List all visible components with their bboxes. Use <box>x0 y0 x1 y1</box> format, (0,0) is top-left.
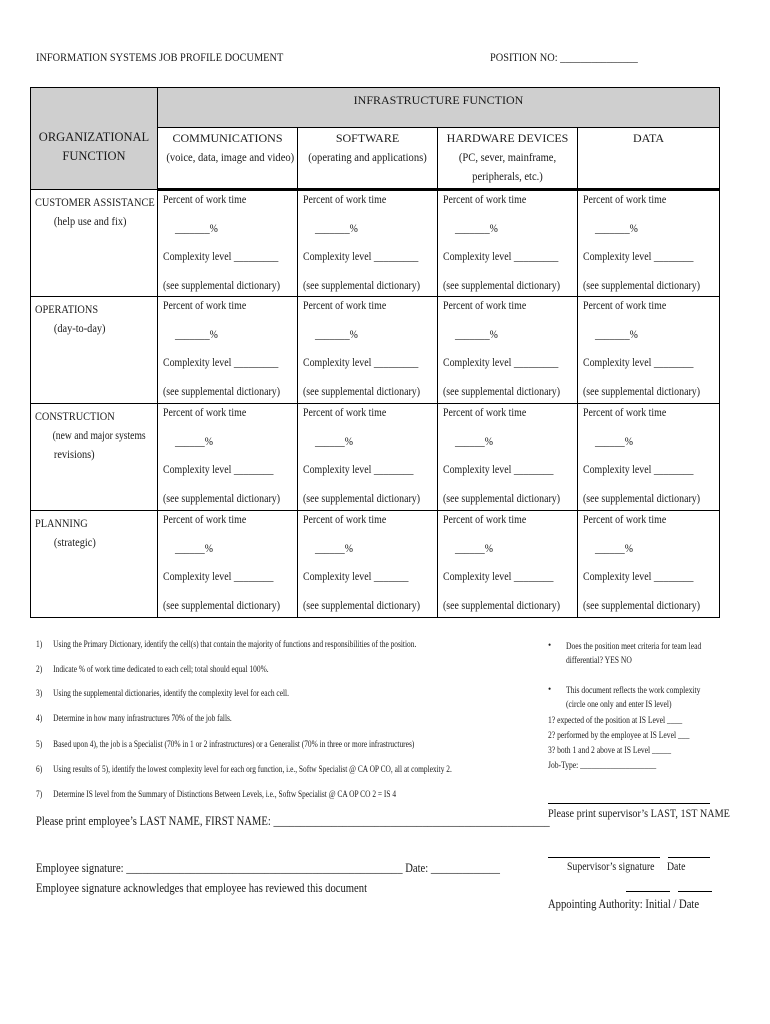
percent-blank[interactable]: _______% <box>455 329 498 341</box>
entry-cell[interactable] <box>298 190 438 297</box>
percent-label: Percent of work time <box>163 407 247 419</box>
percent-blank[interactable]: _______% <box>595 329 638 341</box>
instruction-text: Indicate % of work time dedicated to each cell; total should equal 100%. <box>53 665 269 675</box>
entry-cell[interactable] <box>438 297 578 404</box>
option-expected[interactable]: 1? expected of the position at IS Level ____ <box>548 716 683 726</box>
instruction-number: 2) <box>36 665 43 675</box>
instruction-item <box>36 790 396 800</box>
see-dictionary: (see supplemental dictionary) <box>583 600 701 612</box>
see-dictionary: (see supplemental dictionary) <box>443 386 561 398</box>
percent-blank[interactable]: ______% <box>175 436 213 448</box>
entry-cell[interactable] <box>298 297 438 404</box>
supervisor-date-line[interactable] <box>668 857 710 858</box>
instruction-item <box>36 640 416 650</box>
percent-blank[interactable]: _______% <box>595 223 638 235</box>
row-label: OPERATIONS <box>35 302 99 316</box>
complexity-blank[interactable]: Complexity level ________ <box>443 571 554 583</box>
bullet-icon: • <box>548 684 552 694</box>
column-subtitle: (PC, sever, mainframe, <box>458 150 557 164</box>
percent-label: Percent of work time <box>443 300 527 312</box>
org-heading-line1: ORGANIZATIONAL <box>38 130 150 144</box>
entry-cell[interactable] <box>158 511 298 618</box>
position-number[interactable]: POSITION NO: _______________ <box>490 52 638 64</box>
percent-blank[interactable]: _______% <box>455 223 498 235</box>
option-performed[interactable]: 2? performed by the employee at IS Level ___ <box>548 731 690 741</box>
see-dictionary: (see supplemental dictionary) <box>163 386 281 398</box>
column-subtitle-2: peripherals, etc.) <box>472 169 543 183</box>
instruction-number: 3) <box>36 689 43 699</box>
column-header-data <box>578 128 720 190</box>
instruction-number: 1) <box>36 640 43 650</box>
instruction-number: 7) <box>36 790 43 800</box>
complexity-blank[interactable]: Complexity level ________ <box>583 464 694 476</box>
row-label: PLANNING <box>35 516 88 530</box>
percent-label: Percent of work time <box>163 194 247 206</box>
see-dictionary: (see supplemental dictionary) <box>163 600 281 612</box>
complexity-blank[interactable]: Complexity level ________ <box>163 571 274 583</box>
column-title: HARDWARE DEVICES <box>446 131 569 145</box>
instruction-text: Determine IS level from the Summary of Distinctions Between Levels, i.e., Softw Specialist @ CA OP CO 2 = IS 4 <box>53 790 397 800</box>
see-dictionary: (see supplemental dictionary) <box>583 280 701 292</box>
entry-cell[interactable] <box>438 190 578 297</box>
supervisor-name-label: Please print supervisor’s LAST, 1ST NAME <box>548 806 730 820</box>
see-dictionary: (see supplemental dictionary) <box>163 493 281 505</box>
supervisor-signature-line[interactable] <box>548 857 660 858</box>
employee-name-field[interactable]: Please print employee’s LAST NAME, FIRST NAME: ____________________________________________________ <box>36 814 550 828</box>
row-sublabel: (help use and fix) <box>53 214 127 228</box>
see-dictionary: (see supplemental dictionary) <box>163 280 281 292</box>
row-label-operations <box>31 297 158 404</box>
column-title: COMMUNICATIONS <box>172 131 283 145</box>
option-both[interactable]: 3? both 1 and 2 above at IS Level _____ <box>548 746 672 756</box>
instruction-text: Determine in how many infrastructures 70% of the job falls. <box>53 714 232 724</box>
entry-cell[interactable] <box>438 511 578 618</box>
row-sublabel: (day-to-day) <box>53 321 106 335</box>
column-header-software <box>298 128 438 190</box>
complexity-blank[interactable]: Complexity level _______ <box>303 571 409 583</box>
bullet-icon: • <box>548 640 552 650</box>
percent-blank[interactable]: ______% <box>315 436 353 448</box>
row-sublabel: (new and major systems <box>52 428 146 442</box>
complexity-blank[interactable]: Complexity level ________ <box>583 251 694 263</box>
percent-blank[interactable]: ______% <box>315 543 353 555</box>
percent-label: Percent of work time <box>303 514 387 526</box>
supervisor-name-line[interactable] <box>548 803 710 804</box>
team-lead-question: Does the position meet criteria for team lead <box>566 642 702 652</box>
entry-cell[interactable] <box>578 190 720 297</box>
percent-blank[interactable]: _______% <box>315 223 358 235</box>
complexity-instruction: (circle one only and enter IS level) <box>566 700 672 710</box>
supervisor-date-label: Date <box>667 861 686 873</box>
instruction-text: Using the supplemental dictionaries, identify the complexity level for each cell. <box>53 689 289 699</box>
percent-label: Percent of work time <box>303 407 387 419</box>
instruction-item <box>36 689 289 699</box>
complexity-blank[interactable]: Complexity level _________ <box>303 357 419 369</box>
entry-cell[interactable] <box>158 297 298 404</box>
job-profile-table <box>30 87 720 618</box>
column-title: SOFTWARE <box>335 131 400 145</box>
team-lead-answer[interactable]: differential? YES NO <box>566 656 632 666</box>
org-function-heading <box>31 88 158 190</box>
column-header-communications <box>158 128 298 190</box>
row-label-construction <box>31 404 158 511</box>
see-dictionary: (see supplemental dictionary) <box>443 600 561 612</box>
see-dictionary: (see supplemental dictionary) <box>303 386 421 398</box>
complexity-blank[interactable]: Complexity level _________ <box>443 251 559 263</box>
column-subtitle: (operating and applications) <box>308 150 427 164</box>
percent-blank[interactable]: ______% <box>595 436 633 448</box>
complexity-blank[interactable]: Complexity level _________ <box>163 357 279 369</box>
see-dictionary: (see supplemental dictionary) <box>303 600 421 612</box>
complexity-blank[interactable]: Complexity level ________ <box>583 357 694 369</box>
percent-label: Percent of work time <box>163 514 247 526</box>
appointing-authority-label: Appointing Authority: Initial / Date <box>548 897 700 911</box>
percent-label: Percent of work time <box>583 514 667 526</box>
row-label-customer-assistance <box>31 190 158 297</box>
column-header-hardware <box>438 128 578 190</box>
see-dictionary: (see supplemental dictionary) <box>583 386 701 398</box>
percent-blank[interactable]: ______% <box>595 543 633 555</box>
row-label: CUSTOMER ASSISTANCE <box>35 195 155 209</box>
percent-blank[interactable]: _______% <box>175 329 218 341</box>
entry-cell[interactable] <box>158 404 298 511</box>
complexity-statement: This document reflects the work complexity <box>566 686 701 696</box>
percent-label: Percent of work time <box>163 300 247 312</box>
appointing-date-line[interactable] <box>678 891 712 892</box>
percent-blank[interactable]: ______% <box>175 543 213 555</box>
instruction-text: Based upon 4), the job is a Specialist (70% in 1 or 2 infrastructures) or a Generalist (70% in three or more infrastructures) <box>53 740 415 750</box>
complexity-blank[interactable]: Complexity level ________ <box>583 571 694 583</box>
table-row <box>31 190 720 297</box>
infrastructure-heading: INFRASTRUCTURE FUNCTION <box>158 88 720 128</box>
entry-cell[interactable] <box>578 404 720 511</box>
percent-label: Percent of work time <box>443 407 527 419</box>
table-row <box>31 297 720 404</box>
percent-blank[interactable]: _______% <box>315 329 358 341</box>
percent-label: Percent of work time <box>303 194 387 206</box>
column-subtitle: (voice, data, image and video) <box>166 150 295 164</box>
row-sublabel-2: revisions) <box>53 447 95 461</box>
document-title: INFORMATION SYSTEMS JOB PROFILE DOCUMENT <box>36 52 284 64</box>
complexity-blank[interactable]: Complexity level _________ <box>443 357 559 369</box>
instruction-item <box>36 740 414 750</box>
see-dictionary: (see supplemental dictionary) <box>583 493 701 505</box>
complexity-blank[interactable]: Complexity level _________ <box>163 251 279 263</box>
complexity-blank[interactable]: Complexity level ________ <box>303 464 414 476</box>
instruction-item <box>36 665 269 675</box>
instruction-item <box>36 714 232 724</box>
see-dictionary: (see supplemental dictionary) <box>303 493 421 505</box>
column-title: DATA <box>632 131 665 145</box>
supervisor-signature-label: Supervisor’s signature <box>567 861 655 873</box>
entry-cell[interactable] <box>438 404 578 511</box>
row-sublabel: (strategic) <box>53 535 96 549</box>
employee-signature-field[interactable]: Employee signature: ____________________________________________________ Date: _____________ <box>36 861 500 875</box>
percent-label: Percent of work time <box>443 514 527 526</box>
org-heading-line2: FUNCTION <box>62 149 126 163</box>
percent-label: Percent of work time <box>583 300 667 312</box>
see-dictionary: (see supplemental dictionary) <box>303 280 421 292</box>
instruction-text: Using results of 5), identify the lowest complexity level for each org function, i.e., Softw Specialist @ CA OP CO, all at complexity 2. <box>53 765 452 775</box>
complexity-blank[interactable]: Complexity level ________ <box>163 464 274 476</box>
percent-label: Percent of work time <box>583 407 667 419</box>
percent-blank[interactable]: ______% <box>455 543 493 555</box>
percent-label: Percent of work time <box>583 194 667 206</box>
table-row <box>31 511 720 618</box>
instruction-number: 5) <box>36 740 43 750</box>
row-label: CONSTRUCTION <box>35 409 115 423</box>
complexity-blank[interactable]: Complexity level _________ <box>303 251 419 263</box>
see-dictionary: (see supplemental dictionary) <box>443 493 561 505</box>
see-dictionary: (see supplemental dictionary) <box>443 280 561 292</box>
entry-cell[interactable] <box>578 297 720 404</box>
instruction-text: Using the Primary Dictionary, identify the cell(s) that contain the majority of functions and responsibilities of the position. <box>53 640 417 650</box>
percent-label: Percent of work time <box>303 300 387 312</box>
percent-blank[interactable]: _______% <box>175 223 218 235</box>
percent-label: Percent of work time <box>443 194 527 206</box>
entry-cell[interactable] <box>298 404 438 511</box>
instruction-number: 6) <box>36 765 43 775</box>
instruction-number: 4) <box>36 714 43 724</box>
job-type-field[interactable]: Job-Type: ____________________ <box>548 761 657 771</box>
entry-cell[interactable] <box>298 511 438 618</box>
instruction-item <box>36 765 452 775</box>
percent-blank[interactable]: ______% <box>455 436 493 448</box>
employee-acknowledgement: Employee signature acknowledges that employee has reviewed this document <box>36 881 368 895</box>
entry-cell[interactable] <box>578 511 720 618</box>
complexity-blank[interactable]: Complexity level ________ <box>443 464 554 476</box>
row-label-planning <box>31 511 158 618</box>
table-row <box>31 404 720 511</box>
entry-cell[interactable] <box>158 190 298 297</box>
appointing-initial-line[interactable] <box>626 891 670 892</box>
